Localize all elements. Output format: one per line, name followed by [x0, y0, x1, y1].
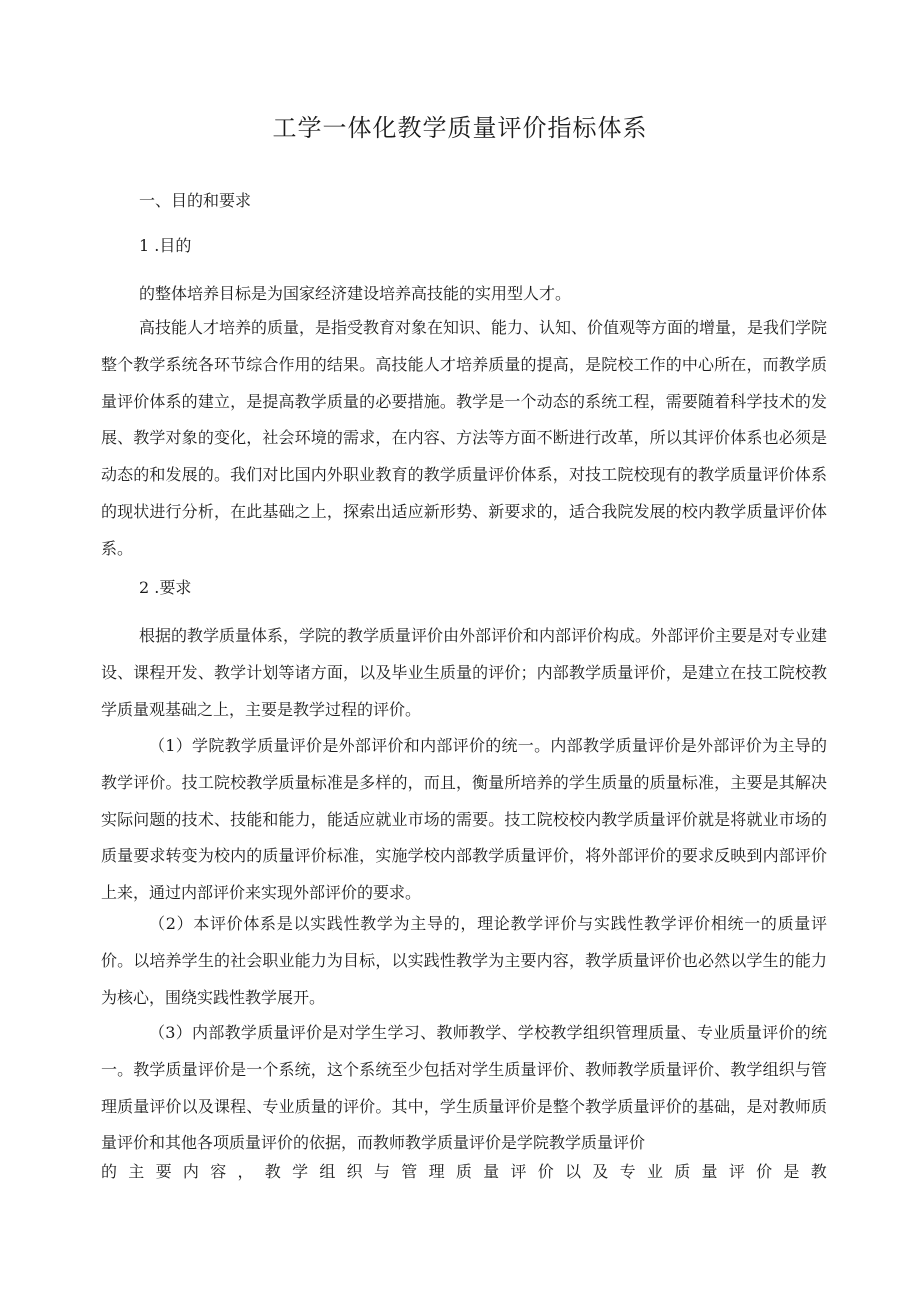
section-heading-goals-requirements: 一、目的和要求	[139, 191, 252, 210]
document-title: 工学一体化教学质量评价指标体系	[272, 114, 648, 142]
paragraph-evaluation-composition: 根据的教学质量体系，学院的教学质量评价由外部评价和内部评价构成。外部评价主要是对专业建设、课程开发、教学计划等诸方面，以及毕业生质量的评价；内部教学质量评价，是建立在技工院校教学质量观基础之上，主要是教学过程的评价。	[101, 626, 828, 719]
spread-character: 质	[674, 1162, 691, 1181]
spread-character: 学	[292, 1162, 309, 1181]
spread-character: 价	[537, 1162, 554, 1181]
paragraph-requirement-1: （1）学院教学质量评价是外部评价和内部评价的统一。内部教学质量评价是外部评价为主导的教学评价。技工院校教学质量标准是多样的，而且，衡量所培养的学生质量的质量标准，主要是其解决实际问题的技术、技能和能力，能适应就业市场的需要。技工院校校内教学质量评价就是将就业市场的质量要求转变为校内的质量评价标准，实施学校内部教学质量评价，将外部评价的要求反映到内部评价上来，通过内部评价来实现外部评价的要求。	[101, 736, 827, 903]
spread-character: 评	[510, 1162, 527, 1181]
spread-character: 评	[728, 1162, 745, 1181]
spread-character: 主	[128, 1162, 145, 1181]
subheading-goal: 1 .目的	[139, 236, 192, 255]
paragraph-training-goal: 的整体培养目标是为国家经济建设培养高技能的实用型人才。	[139, 284, 572, 303]
spread-character: ，	[237, 1162, 254, 1181]
spread-character: 及	[592, 1162, 609, 1181]
spread-character: 织	[346, 1162, 363, 1181]
spread-character: 价	[756, 1162, 773, 1181]
spread-character: 管	[401, 1162, 418, 1181]
spread-character: 质	[455, 1162, 472, 1181]
spread-character: 是	[783, 1162, 800, 1181]
spread-character: 与	[373, 1162, 390, 1181]
spread-character: 组	[319, 1162, 336, 1181]
paragraph-requirement-3-last-line	[101, 1160, 827, 1184]
subheading-requirements: 2 .要求	[139, 578, 192, 597]
spread-character: 的	[101, 1162, 118, 1181]
spread-character: 教	[264, 1162, 281, 1181]
spread-character: 教	[810, 1162, 827, 1181]
paragraph-requirement-2: （2）本评价体系是以实践性教学为主导的，理论教学评价与实践性教学评价相统一的质量评价。以培养学生的社会职业能力为目标，以实践性教学为主要内容，教学质量评价也必然以学生的能力为核心，围绕实践性教学展开。	[101, 914, 827, 1007]
spread-character: 要	[155, 1162, 172, 1181]
spread-character: 专	[619, 1162, 636, 1181]
spread-character: 业	[646, 1162, 663, 1181]
spread-character: 量	[483, 1162, 500, 1181]
spread-character: 以	[565, 1162, 582, 1181]
spread-character: 量	[701, 1162, 718, 1181]
spread-character: 容	[210, 1162, 227, 1181]
paragraph-requirement-3: （3）内部教学质量评价是对学生学习、教师教学、学校教学组织管理质量、专业质量评价的统一。教学质量评价是一个系统，这个系统至少包括对学生质量评价、教师教学质量评价、教学组织与管理质量评价以及课程、专业质量的评价。其中，学生质量评价是整个教学质量评价的基础，是对教师质量评价和其他各项质量评价的依据，而教师教学质量评价是学院教学质量评价	[101, 1023, 827, 1153]
paragraph-quality-definition: 高技能人才培养的质量，是指受教育对象在知识、能力、认知、价值观等方面的增量，是我们学院整个教学系统各环节综合作用的结果。高技能人才培养质量的提高，是院校工作的中心所在，而教学质量评价体系的建立，是提高教学质量的必要措施。教学是一个动态的系统工程，需要随着科学技术的发展、教学对象的变化，社会环境的需求，在内容、方法等方面不断进行改革，所以其评价体系也必须是动态的和发展的。我们对比国内外职业教育的教学质量评价体系，对技工院校现有的教学质量评价体系的现状进行分析，在此基础之上，探索出适应新形势、新要求的，适合我院发展的校内教学质量评价体系。	[101, 318, 828, 558]
spread-character: 内	[182, 1162, 199, 1181]
spread-character: 理	[428, 1162, 445, 1181]
